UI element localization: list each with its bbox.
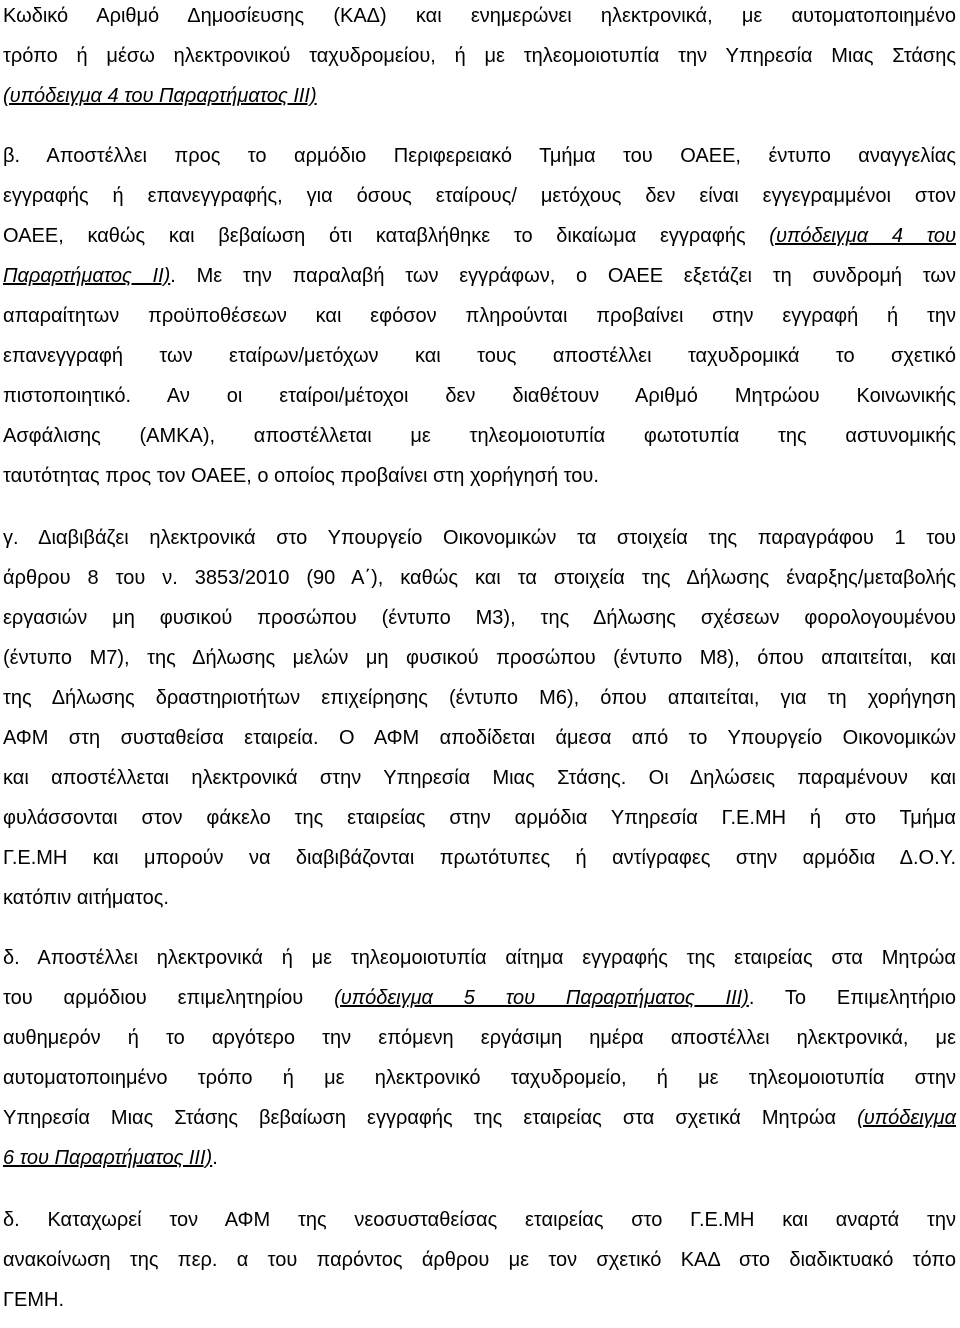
body-text: επανεγγραφή των εταίρων/μετόχων και τους αποστέλλει ταχυδρομικά το σχετικό (3, 345, 956, 367)
body-text: Γ.Ε.ΜΗ και μπορούν να διαβιβάζονται πρωτότυπες ή αντίγραφες στην αρμόδια Δ.Ο.Υ. (3, 847, 956, 869)
body-text: ταυτότητας προς τον ΟΑΕΕ, ο οποίος προβαίνει στη χορήγησή του. (3, 465, 599, 487)
text-line (3, 82, 956, 110)
body-text: τρόπο ή μέσω ηλεκτρονικού ταχυδρομείου, ή με τηλεομοιοτυπία την Υπηρεσία Μιας Στάσης (3, 45, 956, 67)
body-text: εγγραφής ή επανεγγραφής, για όσους εταίρους/ μετόχους δεν είναι εγγεγραμμένοι στον (3, 185, 956, 207)
reference-text: (υπόδειγμα 4 του Παραρτήματος ΙΙΙ) (3, 85, 317, 107)
body-text: Κωδικό Αριθμό Δημοσίευσης (ΚΑΔ) και ενημερώνει ηλεκτρονικά, με αυτοματοποιημένο (3, 5, 956, 27)
reference-text: (υπόδειγμα 4 του (769, 225, 956, 247)
body-text: . Το Επιμελητήριο (748, 987, 957, 1009)
body-text: αυτοματοποιημένο τρόπο ή με ηλεκτρονικό ταχυδρομείο, ή με τηλεομοιοτυπία στην (3, 1067, 956, 1089)
text-line (3, 1064, 956, 1092)
body-text: του αρμόδιου επιμελητηρίου (3, 987, 335, 1009)
text-line (3, 604, 956, 632)
text-line (3, 1206, 956, 1234)
text-line (3, 42, 956, 70)
text-line (3, 422, 956, 450)
body-text: εργασιών μη φυσικού προσώπου (έντυπο Μ3), της Δήλωσης σχέσεων φορολογουμένου (3, 607, 956, 629)
text-line (3, 984, 956, 1012)
body-text: . (212, 1147, 218, 1169)
text-line (3, 462, 956, 490)
body-text: δ. Αποστέλλει ηλεκτρονικά ή με τηλεομοιοτυπία αίτημα εγγραφής της εταιρείας στα Μητρώα (3, 947, 956, 969)
text-line (3, 262, 956, 290)
body-text: ΓΕΜΗ. (3, 1289, 65, 1311)
text-line (3, 2, 956, 30)
body-text: ΟΑΕΕ, καθώς και βεβαίωση ότι καταβλήθηκε το δικαίωμα εγγραφής (3, 225, 770, 247)
text-line (3, 684, 956, 712)
text-line (3, 1144, 956, 1172)
reference-text: 6 του Παραρτήματος ΙΙΙ) (3, 1147, 213, 1169)
text-line (3, 944, 956, 972)
reference-text: (υπόδειγμα (857, 1107, 956, 1129)
body-text: άρθρου 8 του ν. 3853/2010 (90 Α΄), καθώς και τα στοιχεία της Δήλωσης έναρξης/μεταβολής (3, 567, 956, 589)
text-line (3, 1104, 956, 1132)
text-line (3, 564, 956, 592)
text-line (3, 884, 956, 912)
body-text: β. Αποστέλλει προς το αρμόδιο Περιφερειακό Τμήμα του ΟΑΕΕ, έντυπο αναγγελίας (3, 145, 956, 167)
body-text: ανακοίνωση της περ. α του παρόντος άρθρου με τον σχετικό ΚΑΔ στο διαδικτυακό τόπο (3, 1249, 956, 1271)
text-line (3, 724, 956, 752)
text-line (3, 1286, 956, 1314)
reference-text: (υπόδειγμα 5 του Παραρτήματος ΙΙΙ) (334, 987, 749, 1009)
text-line (3, 844, 956, 872)
text-line (3, 142, 956, 170)
body-text: Υπηρεσία Μιας Στάσης βεβαίωση εγγραφής της εταιρείας στα σχετικά Μητρώα (3, 1107, 858, 1129)
body-text: της Δήλωσης δραστηριοτήτων επιχείρησης (έντυπο Μ6), όπου απαιτείται, για τη χορήγηση (3, 687, 956, 709)
body-text: δ. Καταχωρεί τον ΑΦΜ της νεοσυσταθείσας εταιρείας στο Γ.Ε.ΜΗ και αναρτά την (3, 1209, 956, 1231)
body-text: φυλάσσονται στον φάκελο της εταιρείας στην αρμόδια Υπηρεσία Γ.Ε.ΜΗ ή στο Τμήμα (3, 807, 956, 829)
text-line (3, 222, 956, 250)
body-text: (έντυπο Μ7), της Δήλωσης μελών μη φυσικού προσώπου (έντυπο Μ8), όπου απαιτείται, και (3, 647, 956, 669)
body-text: απαραίτητων προϋποθέσεων και εφόσον πληρούνται προβαίνει στην εγγραφή ή την (3, 305, 956, 327)
body-text: κατόπιν αιτήματος. (3, 887, 169, 909)
body-text: πιστοποιητικό. Αν οι εταίροι/μέτοχοι δεν διαθέτουν Αριθμό Μητρώου Κοινωνικής (3, 385, 956, 407)
text-line (3, 382, 956, 410)
text-line (3, 302, 956, 330)
text-line (3, 524, 956, 552)
text-line (3, 1246, 956, 1274)
reference-text: Παραρτήματος ΙΙ) (3, 265, 171, 287)
text-line (3, 764, 956, 792)
body-text: αυθημερόν ή το αργότερο την επόμενη εργάσιμη ημέρα αποστέλλει ηλεκτρονικά, με (3, 1027, 956, 1049)
text-line (3, 804, 956, 832)
text-line (3, 644, 956, 672)
body-text: γ. Διαβιβάζει ηλεκτρονικά στο Υπουργείο Οικονομικών τα στοιχεία της παραγράφου 1 του (3, 527, 956, 549)
body-text: . Με την παραλαβή των εγγράφων, ο ΟΑΕΕ εξετάζει τη συνδρομή των (170, 265, 956, 287)
body-text: ΑΦΜ στη συσταθείσα εταιρεία. Ο ΑΦΜ αποδίδεται άμεσα από το Υπουργείο Οικονομικών (3, 727, 956, 749)
text-line (3, 342, 956, 370)
text-line (3, 1024, 956, 1052)
body-text: και αποστέλλεται ηλεκτρονικά στην Υπηρεσία Μιας Στάσης. Οι Δηλώσεις παραμένουν και (3, 767, 956, 789)
body-text: Ασφάλισης (ΑΜΚΑ), αποστέλλεται με τηλεομοιοτυπία φωτοτυπία της αστυνομικής (3, 425, 956, 447)
text-line (3, 182, 956, 210)
